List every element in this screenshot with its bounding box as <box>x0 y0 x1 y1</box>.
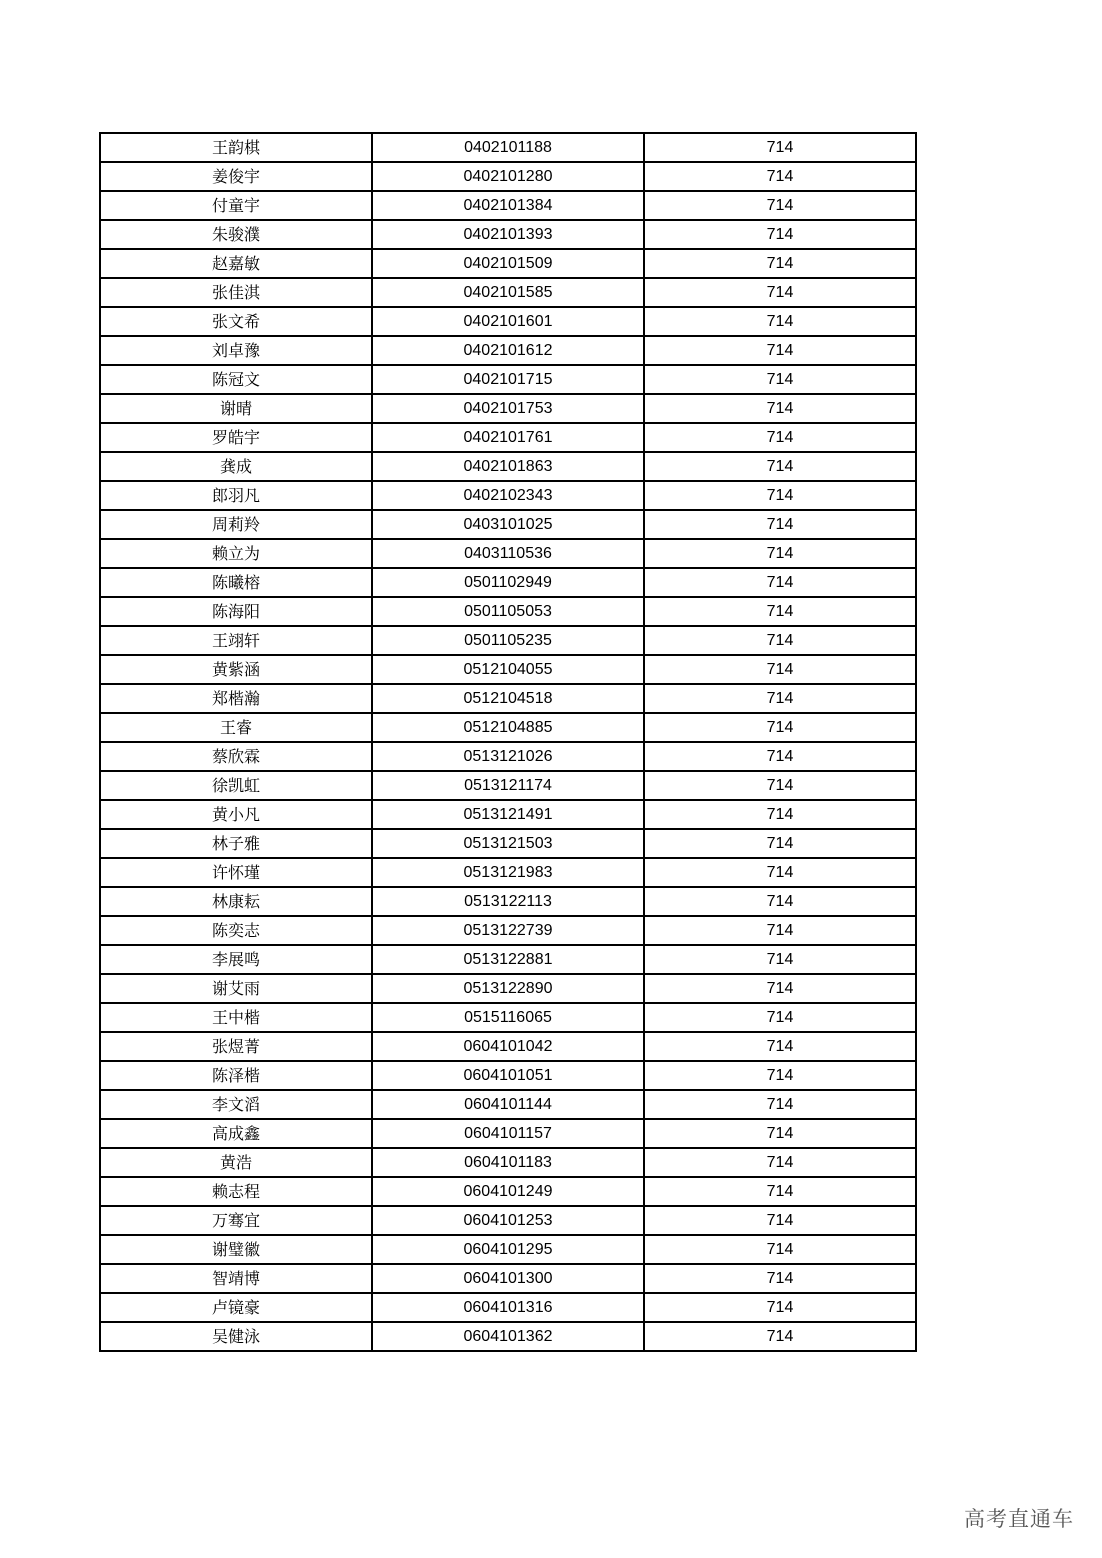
table-row <box>100 481 916 510</box>
table-row <box>100 162 916 191</box>
score-cell: 714 <box>644 365 916 394</box>
exam-id-cell: 0604101157 <box>372 1119 644 1148</box>
exam-id-cell: 0403101025 <box>372 510 644 539</box>
score-cell: 714 <box>644 1061 916 1090</box>
table-row <box>100 1177 916 1206</box>
name-cell: 陈奕志 <box>100 916 372 945</box>
name-cell: 龚成 <box>100 452 372 481</box>
exam-id-cell: 0513122881 <box>372 945 644 974</box>
score-cell: 714 <box>644 133 916 162</box>
name-cell: 付童宇 <box>100 191 372 220</box>
table-row <box>100 800 916 829</box>
name-cell: 蔡欣霖 <box>100 742 372 771</box>
exam-id-cell: 0604101362 <box>372 1322 644 1351</box>
name-cell: 许怀瑾 <box>100 858 372 887</box>
table-row <box>100 1090 916 1119</box>
score-cell: 714 <box>644 655 916 684</box>
name-cell: 李文滔 <box>100 1090 372 1119</box>
name-cell: 谢璧徽 <box>100 1235 372 1264</box>
name-cell: 高成鑫 <box>100 1119 372 1148</box>
name-cell: 刘卓豫 <box>100 336 372 365</box>
exam-id-cell: 0402102343 <box>372 481 644 510</box>
exam-id-cell: 0501102949 <box>372 568 644 597</box>
table-row <box>100 626 916 655</box>
score-cell: 714 <box>644 597 916 626</box>
name-cell: 罗皓宇 <box>100 423 372 452</box>
score-cell: 714 <box>644 858 916 887</box>
exam-id-cell: 0604101183 <box>372 1148 644 1177</box>
table-row <box>100 278 916 307</box>
name-cell: 林子雅 <box>100 829 372 858</box>
name-cell: 郎羽凡 <box>100 481 372 510</box>
exam-id-cell: 0515116065 <box>372 1003 644 1032</box>
score-cell: 714 <box>644 481 916 510</box>
name-cell: 智靖博 <box>100 1264 372 1293</box>
exam-id-cell: 0513121026 <box>372 742 644 771</box>
watermark: 高考直通车 <box>964 1507 1074 1531</box>
score-cell: 714 <box>644 829 916 858</box>
score-cell: 714 <box>644 394 916 423</box>
table-row <box>100 307 916 336</box>
score-cell: 714 <box>644 1177 916 1206</box>
score-cell: 714 <box>644 278 916 307</box>
name-cell: 赵嘉敏 <box>100 249 372 278</box>
score-cell: 714 <box>644 452 916 481</box>
exam-id-cell: 0513121503 <box>372 829 644 858</box>
score-cell: 714 <box>644 626 916 655</box>
table-row <box>100 191 916 220</box>
exam-id-cell: 0402101753 <box>372 394 644 423</box>
table-row <box>100 916 916 945</box>
name-cell: 陈泽楷 <box>100 1061 372 1090</box>
score-cell: 714 <box>644 742 916 771</box>
table-row <box>100 742 916 771</box>
table-row <box>100 684 916 713</box>
name-cell: 朱骏濮 <box>100 220 372 249</box>
score-cell: 714 <box>644 1032 916 1061</box>
exam-id-cell: 0512104518 <box>372 684 644 713</box>
score-cell: 714 <box>644 1090 916 1119</box>
exam-id-cell: 0604101253 <box>372 1206 644 1235</box>
exam-id-cell: 0604101249 <box>372 1177 644 1206</box>
table-row <box>100 1119 916 1148</box>
table-row <box>100 133 916 162</box>
table-row <box>100 597 916 626</box>
name-cell: 张佳淇 <box>100 278 372 307</box>
name-cell: 王中楷 <box>100 1003 372 1032</box>
table-row <box>100 568 916 597</box>
exam-id-cell: 0512104885 <box>372 713 644 742</box>
exam-id-cell: 0513122739 <box>372 916 644 945</box>
score-cell: 714 <box>644 713 916 742</box>
name-cell: 黄小凡 <box>100 800 372 829</box>
table-row <box>100 423 916 452</box>
score-cell: 714 <box>644 423 916 452</box>
table-row <box>100 1061 916 1090</box>
score-cell: 714 <box>644 1119 916 1148</box>
exam-id-cell: 0501105053 <box>372 597 644 626</box>
name-cell: 徐凯虹 <box>100 771 372 800</box>
score-cell: 714 <box>644 974 916 1003</box>
name-cell: 赖志程 <box>100 1177 372 1206</box>
table-row <box>100 713 916 742</box>
name-cell: 周莉羚 <box>100 510 372 539</box>
score-cell: 714 <box>644 307 916 336</box>
score-cell: 714 <box>644 1003 916 1032</box>
exam-id-cell: 0513122113 <box>372 887 644 916</box>
exam-id-cell: 0402101509 <box>372 249 644 278</box>
exam-id-cell: 0402101601 <box>372 307 644 336</box>
name-cell: 赖立为 <box>100 539 372 568</box>
table-row <box>100 974 916 1003</box>
name-cell: 陈海阳 <box>100 597 372 626</box>
name-cell: 谢艾雨 <box>100 974 372 1003</box>
score-cell: 714 <box>644 539 916 568</box>
score-cell: 714 <box>644 510 916 539</box>
exam-id-cell: 0604101300 <box>372 1264 644 1293</box>
table-row <box>100 539 916 568</box>
name-cell: 王翊轩 <box>100 626 372 655</box>
table-row <box>100 655 916 684</box>
exam-id-cell: 0513121983 <box>372 858 644 887</box>
table-row <box>100 858 916 887</box>
score-cell: 714 <box>644 1206 916 1235</box>
table-row <box>100 365 916 394</box>
score-cell: 714 <box>644 336 916 365</box>
exam-id-cell: 0604101144 <box>372 1090 644 1119</box>
table-row <box>100 336 916 365</box>
name-cell: 陈曦榕 <box>100 568 372 597</box>
name-cell: 林康耘 <box>100 887 372 916</box>
name-cell: 卢镜豪 <box>100 1293 372 1322</box>
exam-id-cell: 0403110536 <box>372 539 644 568</box>
score-cell: 714 <box>644 945 916 974</box>
exam-id-cell: 0402101761 <box>372 423 644 452</box>
exam-id-cell: 0604101051 <box>372 1061 644 1090</box>
table-row <box>100 220 916 249</box>
name-cell: 黄紫涵 <box>100 655 372 684</box>
table-row <box>100 945 916 974</box>
score-cell: 714 <box>644 1148 916 1177</box>
exam-id-cell: 0402101715 <box>372 365 644 394</box>
table-row <box>100 452 916 481</box>
name-cell: 李展鸣 <box>100 945 372 974</box>
score-cell: 714 <box>644 568 916 597</box>
exam-id-cell: 0604101316 <box>372 1293 644 1322</box>
exam-id-cell: 0604101042 <box>372 1032 644 1061</box>
exam-id-cell: 0402101612 <box>372 336 644 365</box>
score-cell: 714 <box>644 771 916 800</box>
table-row <box>100 829 916 858</box>
score-cell: 714 <box>644 1235 916 1264</box>
table-row <box>100 249 916 278</box>
name-cell: 王韵棋 <box>100 133 372 162</box>
name-cell: 张煜菁 <box>100 1032 372 1061</box>
score-cell: 714 <box>644 191 916 220</box>
score-cell: 714 <box>644 800 916 829</box>
table-row <box>100 1235 916 1264</box>
table-row <box>100 771 916 800</box>
score-cell: 714 <box>644 220 916 249</box>
table-row <box>100 1148 916 1177</box>
score-cell: 714 <box>644 162 916 191</box>
score-cell: 714 <box>644 887 916 916</box>
name-cell: 张文希 <box>100 307 372 336</box>
score-cell: 714 <box>644 1322 916 1351</box>
exam-id-cell: 0513121491 <box>372 800 644 829</box>
score-cell: 714 <box>644 1264 916 1293</box>
exam-id-cell: 0402101384 <box>372 191 644 220</box>
exam-id-cell: 0402101863 <box>372 452 644 481</box>
name-cell: 郑楷瀚 <box>100 684 372 713</box>
name-cell: 姜俊宇 <box>100 162 372 191</box>
table-row <box>100 887 916 916</box>
table-row <box>100 394 916 423</box>
name-cell: 谢晴 <box>100 394 372 423</box>
score-cell: 714 <box>644 916 916 945</box>
exam-id-cell: 0604101295 <box>372 1235 644 1264</box>
table-row <box>100 1206 916 1235</box>
exam-id-cell: 0512104055 <box>372 655 644 684</box>
table-row <box>100 1032 916 1061</box>
exam-id-cell: 0402101188 <box>372 133 644 162</box>
table-row <box>100 1293 916 1322</box>
table-row <box>100 1003 916 1032</box>
table-body <box>100 133 916 1351</box>
score-cell: 714 <box>644 1293 916 1322</box>
score-cell: 714 <box>644 684 916 713</box>
exam-id-cell: 0513122890 <box>372 974 644 1003</box>
exam-id-cell: 0501105235 <box>372 626 644 655</box>
exam-id-cell: 0402101585 <box>372 278 644 307</box>
table-row <box>100 1322 916 1351</box>
exam-id-cell: 0402101393 <box>372 220 644 249</box>
table-row <box>100 510 916 539</box>
score-table <box>99 132 917 1352</box>
name-cell: 黄浩 <box>100 1148 372 1177</box>
score-cell: 714 <box>644 249 916 278</box>
table-row <box>100 1264 916 1293</box>
name-cell: 陈冠文 <box>100 365 372 394</box>
exam-id-cell: 0513121174 <box>372 771 644 800</box>
name-cell: 万骞宜 <box>100 1206 372 1235</box>
exam-id-cell: 0402101280 <box>372 162 644 191</box>
name-cell: 吴健泳 <box>100 1322 372 1351</box>
name-cell: 王睿 <box>100 713 372 742</box>
